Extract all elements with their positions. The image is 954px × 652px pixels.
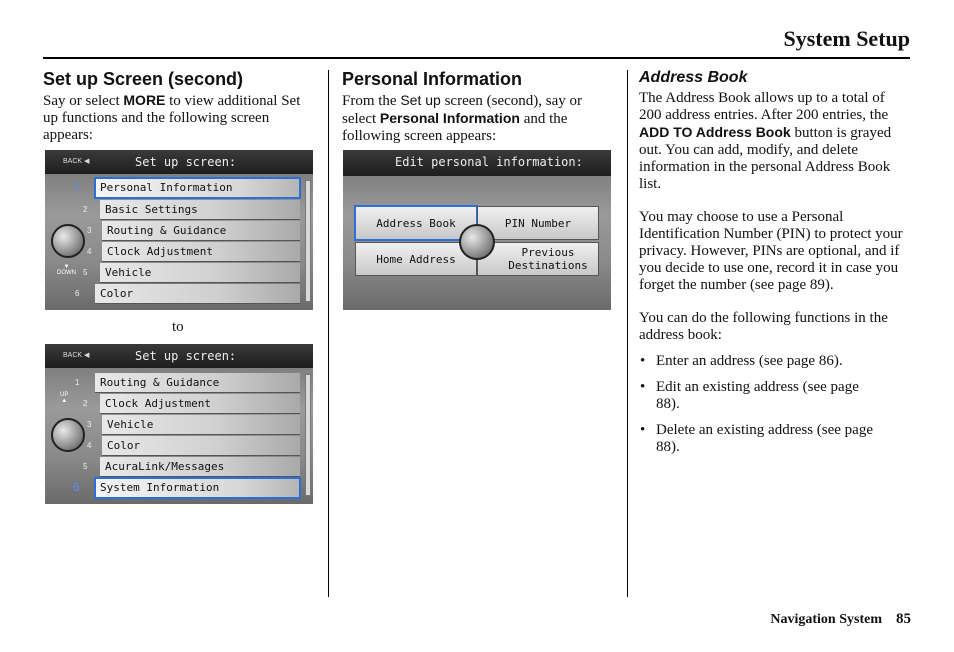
menu-item-vehicle[interactable]: Vehicle [102,415,300,435]
setup-screen-first: BACK ◀ Set up screen: 1 2 3 4 5 6 Personal Information Basic Settings Routing & Guidance Clock Adjustment Vehicle Color ▼ DOWN [45,150,313,310]
section-heading-address-book: Address Book [639,69,748,86]
setup-screen-second: BACK ◀ Set up screen: 1 2 3 4 5 6 Routing & Guidance Clock Adjustment Vehicle Color AcuraLink/Messages System Information UP ▲ [45,344,313,504]
joystick-knob-icon [459,224,495,260]
menu-item-routing-guidance[interactable]: Routing & Guidance [95,373,300,393]
screen-title: Set up screen: [135,349,237,363]
setup-paragraph: Say or select MORE to view additional Set up functions and the following screen appears: [43,92,301,143]
column-personal-information [342,68,614,145]
page-title: System Setup [783,26,910,51]
edit-personal-info-screen [343,150,611,310]
header-rule [43,57,910,59]
menu-item-color[interactable]: Color [95,284,300,304]
address-book-button[interactable]: Address Book [355,206,477,240]
menu-item-vehicle[interactable]: Vehicle [100,263,300,283]
up-arrow-icon[interactable]: UP ▲ [60,392,69,404]
list-item: • Delete an existing address (see page 88). [639,422,876,456]
section-heading-setup: Set up Screen (second) [43,69,244,89]
screen-title: Set up screen: [135,155,237,169]
column-setup-screen [43,68,318,144]
footer: Navigation System 85 [770,611,911,627]
previous-destinations-button[interactable]: Previous Destinations [477,242,599,276]
menu-item-clock-adjustment[interactable]: Clock Adjustment [102,242,300,262]
personal-info-paragraph: From the Set up screen (second), say or select Personal Information and the following screen appears: [342,92,583,144]
column-divider-2 [627,70,628,597]
list-item: • Enter an address (see page 86). [639,353,911,370]
page-number: 85 [896,611,911,627]
scrollbar[interactable] [305,180,311,302]
home-address-button[interactable]: Home Address [355,242,477,276]
column-divider-1 [328,70,329,597]
menu-item-basic-settings[interactable]: Basic Settings [100,200,300,220]
screen-title: Edit personal information: [395,155,583,169]
menu-item-acuralink-messages[interactable]: AcuraLink/Messages [100,457,300,477]
section-heading-personal-info: Personal Information [342,69,523,89]
address-book-paragraph-2: You may choose to use a Personal Identification Number (PIN) to protect your privacy. However, PINs are optional, and if you decide to use one, record it in case you forget the number (see page 89). [639,209,903,293]
pin-number-button[interactable]: PIN Number [477,206,599,240]
scrollbar[interactable] [305,374,311,496]
menu-item-clock-adjustment[interactable]: Clock Adjustment [100,394,300,414]
list-item: • Edit an existing address (see page 88). [639,379,866,413]
menu-item-color[interactable]: Color [102,436,300,456]
down-arrow-icon[interactable]: ▼ DOWN [57,264,76,276]
joystick-knob-icon [51,418,85,452]
column-address-book [639,68,911,456]
address-book-paragraph-3: You can do the following functions in the address book: [639,310,888,343]
back-button[interactable]: BACK ◀ [63,352,90,359]
back-button[interactable]: BACK ◀ [63,158,90,165]
menu-item-routing-guidance[interactable]: Routing & Guidance [102,221,300,241]
menu-item-personal-information[interactable]: Personal Information [95,178,300,198]
to-label: to [172,319,184,335]
menu-item-system-information[interactable]: System Information [95,478,300,498]
joystick-knob-icon [51,224,85,258]
address-book-paragraph-1: The Address Book allows up to a total of 200 address entries. After 200 entries, the ADD TO Address Book button is grayed out. You can add, modify, and delete information in the personal Address Book list. [639,90,892,192]
